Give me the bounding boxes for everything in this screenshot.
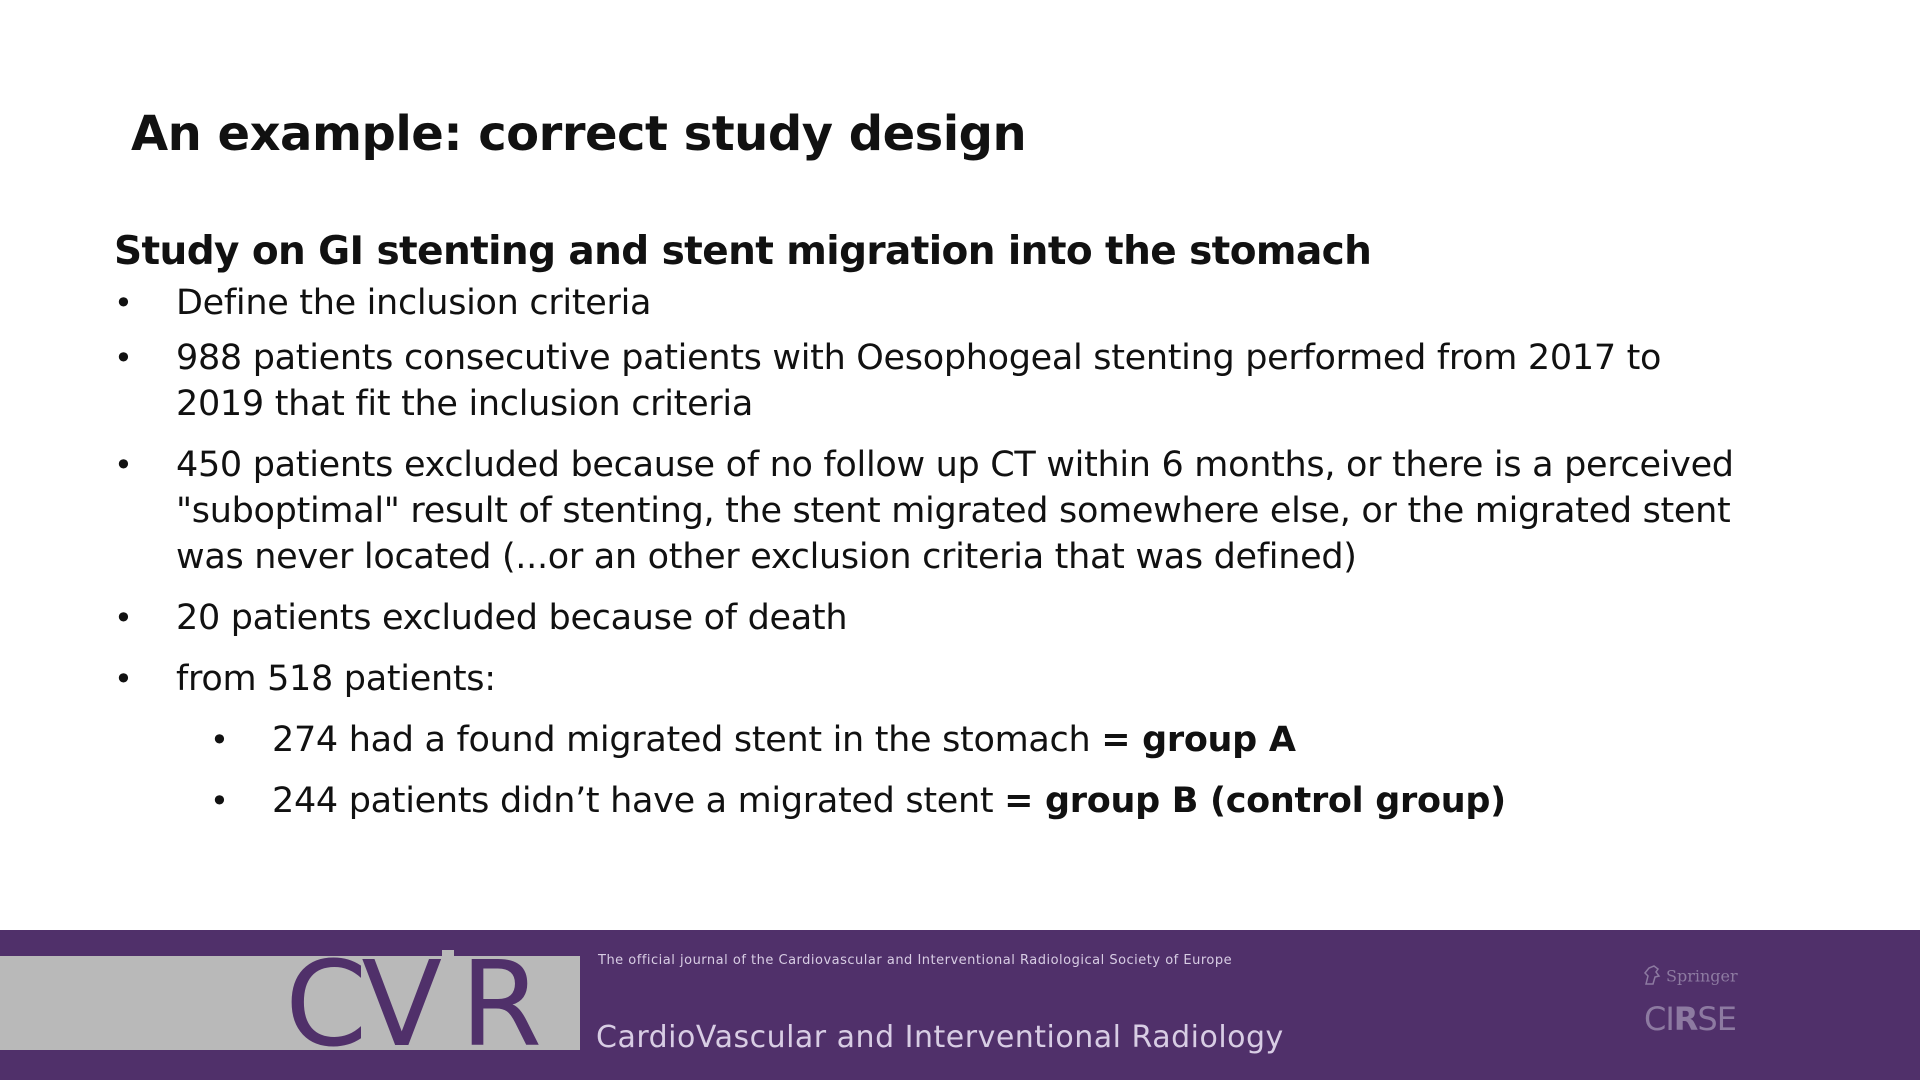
springer-text: Springer [1666, 966, 1738, 986]
bullet-icon: • [114, 660, 133, 698]
bullet-icon: • [114, 599, 133, 637]
footer-banner [0, 930, 1920, 1080]
sub-bullet-item-1 [114, 717, 1754, 763]
bullet-list [114, 280, 1754, 824]
bullet-text: Define the inclusion criteria [176, 283, 652, 323]
bullet-icon: • [114, 339, 133, 377]
cirse-logo [1644, 1000, 1736, 1038]
bullet-text: 988 patients consecutive patients with Oesophogeal stenting performed from 2017 to 2019 that fit the inclusion criteria [176, 338, 1662, 424]
slide-content [114, 226, 1754, 839]
sub-bullet-text: 244 patients didn’t have a migrated stent [272, 781, 1005, 821]
cvir-logo-right: R [460, 935, 537, 1073]
bullet-item-2 [114, 335, 1754, 427]
sub-bullet-item-2 [114, 778, 1754, 824]
bullet-item-5 [114, 656, 1754, 702]
bullet-item-1 [114, 280, 1754, 326]
slide-title: An example: correct study design [131, 106, 1027, 162]
cvir-logo-left: CV [285, 935, 437, 1073]
cirse-prefix: CI [1644, 1000, 1674, 1038]
cvir-logo-divider [442, 950, 454, 1046]
slide-subtitle: Study on GI stenting and stent migration into the stomach [114, 229, 1372, 274]
springer-logo [1642, 964, 1738, 990]
journal-name: CardioVascular and Interventional Radiology [596, 1020, 1284, 1055]
springer-horse-icon [1642, 964, 1662, 990]
group-label: = group B (control group) [1004, 781, 1506, 821]
journal-tagline: The official journal of the Cardiovascular and Interventional Radiological Society of Europe [598, 953, 1233, 968]
bullet-item-3 [114, 442, 1754, 580]
group-label: = group A [1101, 720, 1296, 760]
bullet-icon: • [210, 721, 229, 759]
bullet-item-4 [114, 595, 1754, 641]
bullet-text: 20 patients excluded because of death [176, 598, 848, 638]
bullet-text: from 518 patients: [176, 659, 496, 699]
bullet-text: 450 patients excluded because of no follow up CT within 6 months, or there is a perceived "suboptimal" result of stenting, the stent migrated somewhere else, or the migrated stent was never located (...or an other exclusion criteria that was defined) [176, 445, 1734, 577]
sub-bullet-text: 274 had a found migrated stent in the stomach [272, 720, 1102, 760]
bullet-icon: • [114, 446, 133, 484]
bullet-icon: • [114, 284, 133, 322]
cvir-logo [285, 935, 537, 1073]
bullet-icon: • [210, 782, 229, 820]
cirse-suffix: SE [1697, 1000, 1736, 1038]
cirse-strong: R [1673, 1000, 1698, 1038]
